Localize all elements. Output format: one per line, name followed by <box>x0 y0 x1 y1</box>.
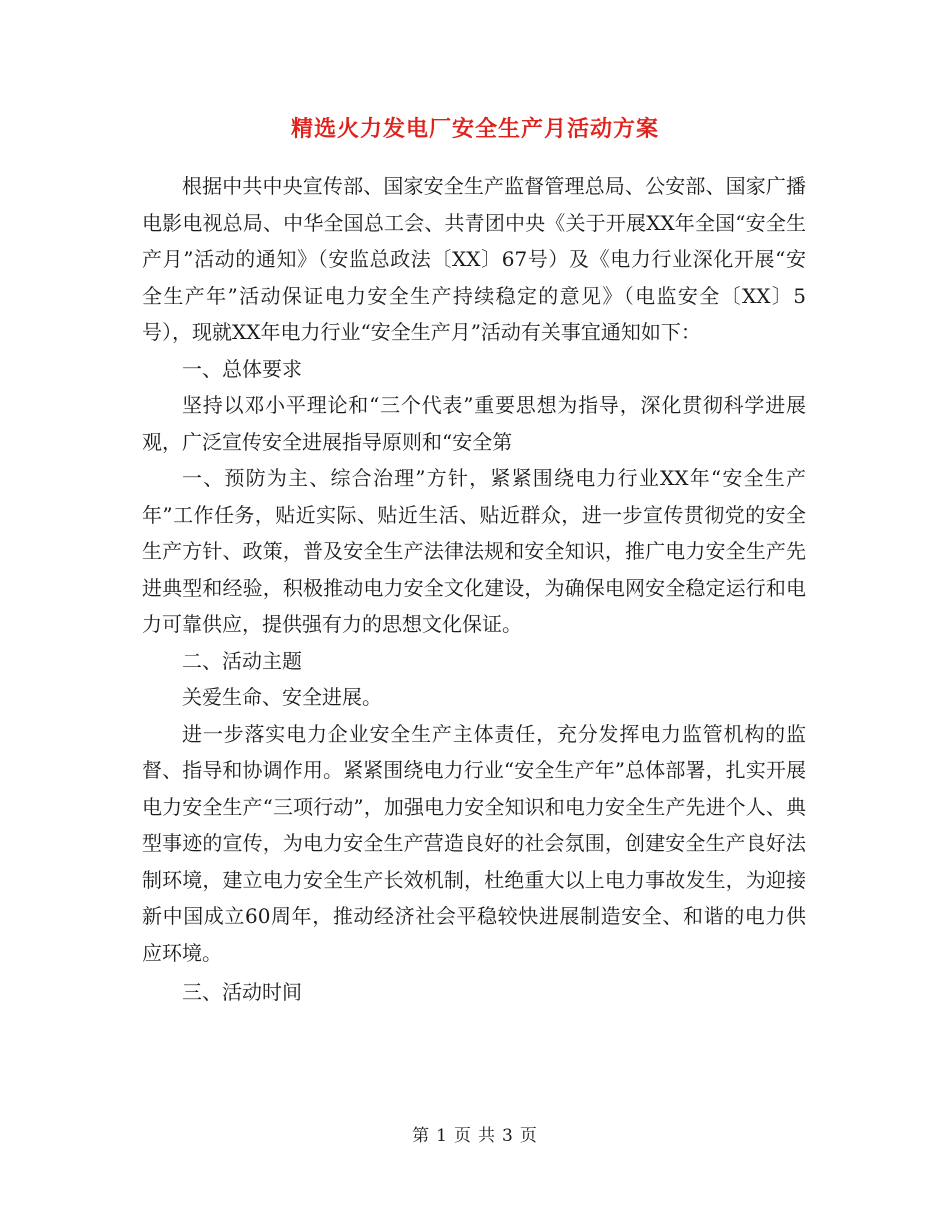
section-heading-1: 一、总体要求 <box>182 356 302 381</box>
paragraph-theme: 关爱生命、安全进展。 <box>182 685 382 709</box>
page-footer <box>0 1124 950 1148</box>
section-heading-3: 三、活动时间 <box>182 980 302 1004</box>
footer-suffix: 页 <box>519 1126 538 1146</box>
paragraph-guideline-continued: 一、预防为主、综合治理”方针，紧紧围绕电力行业XX年“安全生产年”工作任务，贴近实际、贴近生活、贴近群众，进一步宣传贯彻党的安全生产方针、政策，普及安全生产法律法规和安全知识，推广电力安全生产先进典型和经验，积极推动电力安全文化建设，为确保电网安全稳定运行和电力可靠供应，提供强有力的思想文化保证。 <box>142 466 806 636</box>
document-title: 精选火力发电厂安全生产月活动方案 <box>290 116 659 142</box>
paragraph-intro: 根据中共中央宣传部、国家安全生产监督管理总局、公安部、国家广播电影电视总局、中华全国总工会、共青团中央《关于开展XX年全国“安全生产月”活动的通知》（安监总政法〔XX〕67号）及《电力行业深化开展“安全生产年”活动保证电力安全生产持续稳定的意见》（电监安全〔XX〕5号），现就XX年电力行业“安全生产月”活动有关事宜通知如下： <box>142 174 806 344</box>
footer-prefix: 第 <box>412 1126 431 1146</box>
document-body <box>142 168 806 1011</box>
paragraph-guideline: 坚持以邓小平理论和“三个代表”重要思想为指导，深化贯彻科学进展观，广泛宣传安全进展指导原则和“安全第 <box>142 393 806 454</box>
section-heading-2: 二、活动主题 <box>182 648 302 673</box>
paragraph-implementation: 进一步落实电力企业安全生产主体责任，充分发挥电力监管机构的监督、指导和协调作用。紧紧围绕电力行业“安全生产年”总体部署，扎实开展电力安全生产“三项行动”，加强电力安全知识和电力安全生产先进个人、典型事迹的宣传，为电力安全生产营造良好的社会氛围，创建安全生产良好法制环境，建立电力安全生产长效机制，杜绝重大以上电力事故发生，为迎接新中国成立60周年，推动经济社会平稳较快进展制造安全、和谐的电力供应环境。 <box>142 721 806 965</box>
footer-total-pages: 3 <box>502 1126 514 1146</box>
footer-page-number: 1 <box>436 1126 448 1146</box>
footer-of: 共 <box>478 1126 496 1146</box>
footer-middle: 页 <box>454 1126 472 1146</box>
